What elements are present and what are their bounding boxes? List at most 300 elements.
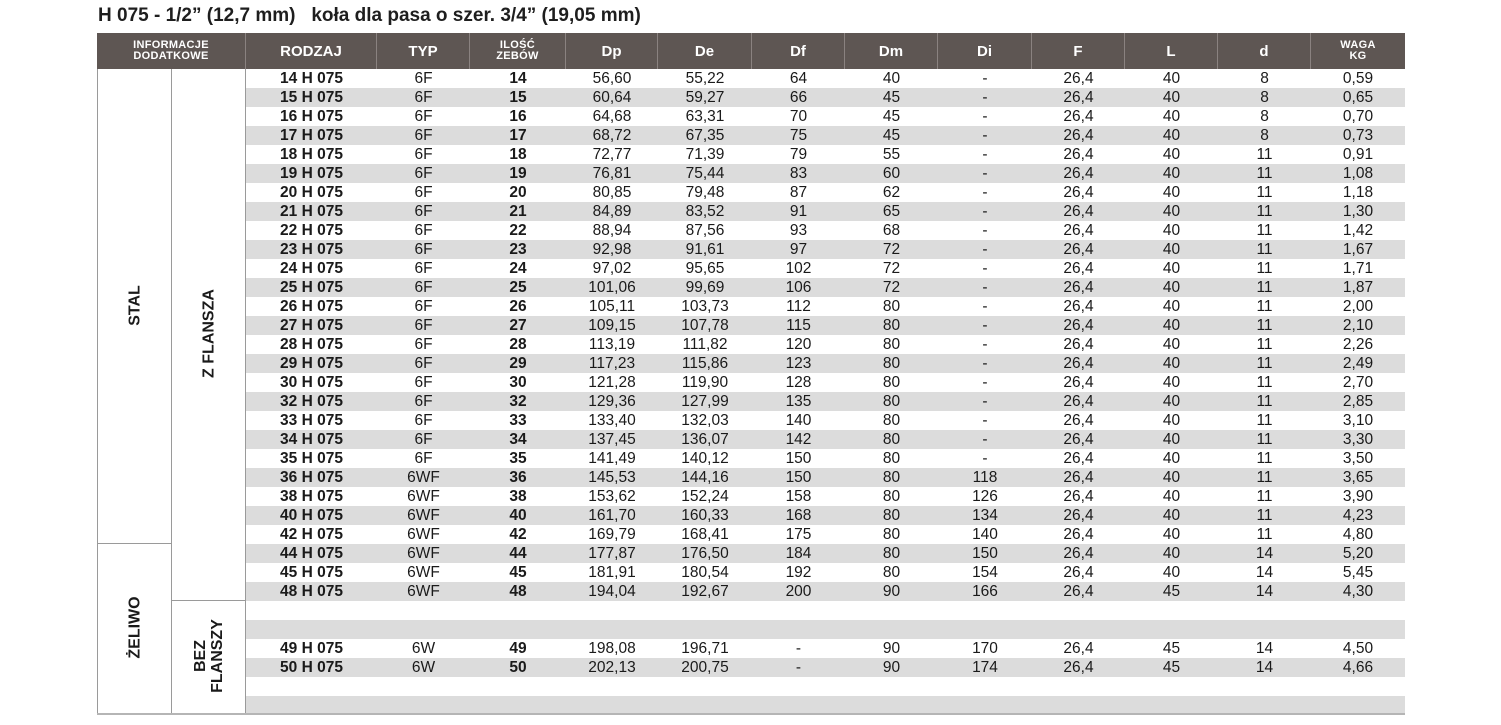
bez-flanszy-line2: FLANSZY	[209, 619, 226, 693]
cell-df: 64	[789, 70, 808, 87]
cell-dm: 80	[882, 317, 901, 334]
cell-l: 40	[1162, 241, 1181, 258]
cell-di: -	[982, 279, 988, 296]
cell-waga: 5,20	[1342, 545, 1374, 562]
cell-di: -	[982, 298, 988, 315]
cell-df: 150	[785, 469, 812, 486]
cell-di	[938, 601, 1032, 620]
cell-ilosc: 29	[509, 355, 527, 372]
cell-df	[752, 677, 845, 696]
cell-dm: 72	[882, 279, 901, 296]
page-title: H 075 - 1/2” (12,7 mm) koła dla pasa o szer. 3/4” (19,05 mm)	[98, 5, 641, 26]
table-row	[246, 392, 1405, 411]
cell-de	[658, 601, 752, 620]
cell-dp: 161,70	[588, 507, 636, 524]
cell-f: 26,4	[1063, 545, 1094, 562]
cell-typ: 6WF	[407, 545, 440, 562]
table-row	[246, 183, 1405, 202]
cell-dm: 80	[882, 298, 901, 315]
cell-l: 40	[1162, 279, 1181, 296]
cell-dm	[845, 620, 938, 639]
cell-l: 40	[1162, 393, 1181, 410]
cell-ilosc	[470, 601, 566, 620]
cell-di: -	[982, 355, 988, 372]
table-row	[246, 221, 1405, 240]
cell-d: 8	[1260, 127, 1269, 144]
cell-df: 75	[789, 127, 808, 144]
header-info-line2: DODATKOWE	[133, 50, 209, 62]
cell-dp: 145,53	[588, 469, 636, 486]
cell-typ: 6WF	[407, 526, 440, 543]
cell-rodzaj: 25 H 075	[280, 279, 343, 296]
cell-dp: 198,08	[588, 640, 636, 657]
cell-typ: 6F	[414, 165, 433, 182]
cell-typ: 6F	[414, 127, 433, 144]
cell-dm: 80	[882, 526, 901, 543]
cell-di: -	[982, 374, 988, 391]
cell-d: 14	[1255, 583, 1274, 600]
cell-di: 134	[972, 507, 998, 524]
cell-dp: 84,89	[592, 203, 632, 220]
cell-de: 75,44	[685, 165, 725, 182]
cell-de: 91,61	[685, 241, 725, 258]
cell-di: -	[982, 108, 988, 125]
cell-typ	[377, 601, 470, 620]
cell-f: 26,4	[1063, 488, 1094, 505]
cell-dp: 133,40	[588, 412, 636, 429]
cell-typ: 6F	[414, 355, 433, 372]
cell-waga: 4,80	[1342, 526, 1374, 543]
cell-dm: 65	[882, 203, 901, 220]
cell-de: 140,12	[681, 450, 729, 467]
cell-di: -	[982, 450, 988, 467]
cell-dp: 129,36	[588, 393, 636, 410]
cell-typ: 6F	[414, 317, 433, 334]
cell-di: 118	[972, 469, 998, 486]
table-row	[246, 316, 1405, 335]
cell-ilosc: 42	[509, 526, 527, 543]
cell-typ: 6F	[414, 70, 433, 87]
cell-l	[1125, 620, 1218, 639]
header-l: L	[1125, 33, 1218, 69]
cell-typ: 6F	[414, 241, 433, 258]
cell-typ: 6F	[414, 146, 433, 163]
cell-di: -	[982, 203, 988, 220]
cell-f: 26,4	[1063, 298, 1094, 315]
cell-waga: 0,91	[1342, 146, 1374, 163]
table-row	[246, 88, 1405, 107]
cell-di: -	[982, 260, 988, 277]
cell-f: 26,4	[1063, 469, 1094, 486]
cell-de: 95,65	[685, 260, 725, 277]
header-dm: Dm	[845, 33, 938, 69]
header-typ: TYP	[377, 33, 470, 69]
cell-typ: 6F	[414, 222, 433, 239]
cell-f: 26,4	[1063, 260, 1094, 277]
cell-rodzaj: 49 H 075	[280, 640, 343, 657]
cell-dp: 153,62	[588, 488, 636, 505]
cell-di: -	[982, 89, 988, 106]
cell-de: 132,03	[681, 412, 729, 429]
cell-df: 123	[785, 355, 812, 372]
cell-l: 40	[1162, 70, 1181, 87]
cell-rodzaj: 26 H 075	[280, 298, 343, 315]
cell-typ: 6F	[414, 279, 433, 296]
cell-l: 40	[1162, 526, 1181, 543]
cell-df: 120	[785, 336, 812, 353]
cell-typ: 6F	[414, 298, 433, 315]
cell-rodzaj: 23 H 075	[280, 241, 343, 258]
table-row	[246, 354, 1405, 373]
cell-de: 83,52	[685, 203, 725, 220]
cell-di: -	[982, 431, 988, 448]
cell-ilosc: 15	[509, 89, 527, 106]
cell-rodzaj: 45 H 075	[280, 564, 343, 581]
cell-d: 8	[1260, 89, 1269, 106]
cell-l: 40	[1162, 412, 1181, 429]
group-label-stal: STAL	[126, 285, 144, 326]
cell-waga: 3,10	[1342, 412, 1374, 429]
cell-df: 142	[785, 431, 812, 448]
cell-rodzaj: 48 H 075	[280, 583, 343, 600]
cell-df	[752, 601, 845, 620]
cell-f: 26,4	[1063, 564, 1094, 581]
cell-ilosc: 27	[509, 317, 527, 334]
cell-dm: 45	[882, 89, 901, 106]
cell-waga: 4,50	[1342, 640, 1374, 657]
cell-de: 107,78	[681, 317, 729, 334]
cell-ilosc: 40	[509, 507, 527, 524]
cell-f: 26,4	[1063, 241, 1094, 258]
cell-dp: 101,06	[588, 279, 636, 296]
cell-ilosc: 20	[509, 184, 527, 201]
cell-typ: 6F	[414, 393, 433, 410]
cell-f: 26,4	[1063, 279, 1094, 296]
cell-d	[1218, 677, 1311, 696]
cell-waga: 2,00	[1342, 298, 1374, 315]
cell-dm: 72	[882, 241, 901, 258]
cell-typ: 6F	[414, 203, 433, 220]
cell-waga: 2,70	[1342, 374, 1374, 391]
cell-rodzaj	[246, 601, 377, 620]
cell-d: 11	[1256, 488, 1273, 505]
cell-l: 40	[1162, 488, 1181, 505]
cell-df: -	[795, 659, 802, 676]
cell-rodzaj: 42 H 075	[280, 526, 343, 543]
table-row	[246, 582, 1405, 601]
cell-de: 180,54	[681, 564, 729, 581]
cell-rodzaj: 22 H 075	[280, 222, 343, 239]
cell-f: 26,4	[1063, 431, 1094, 448]
cell-l: 40	[1162, 222, 1181, 239]
header-ilosc-line2: ZEBÓW	[496, 50, 539, 62]
cell-d: 11	[1256, 526, 1273, 543]
cell-d: 11	[1256, 184, 1273, 201]
header-di: Di	[938, 33, 1032, 69]
table-row	[246, 544, 1405, 563]
cell-d	[1218, 620, 1311, 639]
cell-waga: 4,66	[1342, 659, 1374, 676]
cell-dm: 80	[882, 374, 901, 391]
cell-de: 168,41	[681, 526, 729, 543]
cell-ilosc: 34	[509, 431, 527, 448]
cell-f: 26,4	[1063, 412, 1094, 429]
cell-typ: 6F	[414, 184, 433, 201]
cell-d: 11	[1256, 469, 1273, 486]
cell-di: -	[982, 222, 988, 239]
cell-dm: 90	[882, 640, 901, 657]
cell-ilosc: 21	[509, 203, 527, 220]
cell-df: 175	[785, 526, 812, 543]
cell-l: 40	[1162, 127, 1181, 144]
cell-f: 26,4	[1063, 526, 1094, 543]
cell-f: 26,4	[1063, 355, 1094, 372]
cell-waga	[1311, 601, 1405, 620]
cell-d: 14	[1255, 545, 1274, 562]
cell-f	[1032, 677, 1125, 696]
group-label-z-flansza: Z FLANSZA	[200, 289, 218, 378]
cell-l: 40	[1162, 108, 1181, 125]
cell-d	[1218, 601, 1311, 620]
cell-l	[1125, 677, 1218, 696]
cell-typ: 6F	[414, 412, 433, 429]
cell-di: 154	[972, 564, 998, 581]
cell-rodzaj: 32 H 075	[280, 393, 343, 410]
cell-rodzaj: 34 H 075	[280, 431, 343, 448]
cell-waga	[1311, 620, 1405, 639]
cell-rodzaj: 19 H 075	[280, 165, 343, 182]
table-row	[246, 658, 1405, 677]
cell-ilosc: 26	[509, 298, 527, 315]
cell-di: 150	[972, 545, 998, 562]
cell-f: 26,4	[1063, 108, 1094, 125]
cell-df: 184	[785, 545, 812, 562]
cell-dp: 177,87	[588, 545, 636, 562]
cell-de: 79,48	[685, 184, 725, 201]
cell-ilosc: 25	[509, 279, 527, 296]
header-info-line1: INFORMACJE	[133, 39, 209, 51]
cell-di: -	[982, 412, 988, 429]
cell-de: 119,90	[681, 374, 729, 391]
table-row	[246, 107, 1405, 126]
cell-dm: 80	[882, 412, 901, 429]
cell-waga: 0,70	[1342, 108, 1374, 125]
table-row	[246, 335, 1405, 354]
cell-di: 126	[972, 488, 998, 505]
cell-rodzaj: 15 H 075	[280, 89, 343, 106]
cell-ilosc: 17	[509, 127, 527, 144]
cell-rodzaj: 30 H 075	[280, 374, 343, 391]
cell-rodzaj: 28 H 075	[280, 336, 343, 353]
cell-ilosc: 18	[509, 146, 527, 163]
cell-dp: 76,81	[592, 165, 632, 182]
cell-dm: 80	[882, 488, 901, 505]
cell-df: 200	[785, 583, 812, 600]
cell-rodzaj: 18 H 075	[280, 146, 343, 163]
table-row	[246, 69, 1405, 88]
cell-waga: 1,30	[1342, 203, 1374, 220]
cell-rodzaj: 40 H 075	[280, 507, 343, 524]
cell-f: 26,4	[1063, 184, 1094, 201]
cell-waga: 3,30	[1342, 431, 1374, 448]
cell-d: 11	[1256, 412, 1273, 429]
cell-d: 8	[1260, 70, 1269, 87]
cell-f: 26,4	[1063, 336, 1094, 353]
cell-ilosc: 22	[509, 222, 527, 239]
cell-dp: 68,72	[592, 127, 632, 144]
cell-de: 103,73	[681, 298, 729, 315]
cell-dp	[566, 677, 658, 696]
cell-ilosc: 16	[509, 108, 527, 125]
cell-df: 158	[785, 488, 812, 505]
cell-f: 26,4	[1063, 317, 1094, 334]
table-row	[246, 373, 1405, 392]
header-dp: Dp	[566, 33, 658, 69]
cell-dp: 97,02	[592, 260, 632, 277]
cell-f: 26,4	[1063, 450, 1094, 467]
cell-waga: 1,67	[1342, 241, 1374, 258]
table-row	[246, 240, 1405, 259]
cell-ilosc: 49	[509, 640, 527, 657]
cell-dp: 92,98	[592, 241, 632, 258]
cell-typ: 6W	[411, 659, 436, 676]
cell-d: 11	[1256, 507, 1273, 524]
cell-ilosc: 24	[509, 260, 527, 277]
cell-de: 144,16	[681, 469, 729, 486]
cell-di: 174	[972, 659, 998, 676]
cell-dp: 72,77	[592, 146, 632, 163]
cell-l: 40	[1162, 260, 1181, 277]
cell-l: 45	[1162, 640, 1181, 657]
cell-f: 26,4	[1063, 146, 1094, 163]
cell-di: 170	[972, 640, 998, 657]
cell-df	[752, 620, 845, 639]
cell-typ: 6F	[414, 450, 433, 467]
table-row	[246, 297, 1405, 316]
header-ilosc-line1: ILOŚĆ	[499, 39, 536, 51]
cell-d: 14	[1255, 659, 1274, 676]
cell-f: 26,4	[1063, 507, 1094, 524]
cell-ilosc: 38	[509, 488, 527, 505]
cell-dp: 60,64	[592, 89, 632, 106]
cell-de: 67,35	[685, 127, 725, 144]
cell-rodzaj: 27 H 075	[280, 317, 343, 334]
cell-typ: 6WF	[407, 469, 440, 486]
cell-d: 14	[1255, 640, 1274, 657]
cell-ilosc: 45	[509, 564, 527, 581]
cell-dm: 68	[882, 222, 901, 239]
cell-df: 83	[789, 165, 808, 182]
cell-dm: 80	[882, 564, 901, 581]
cell-d: 11	[1256, 222, 1273, 239]
cell-l: 40	[1162, 336, 1181, 353]
table-row	[246, 259, 1405, 278]
cell-d: 11	[1256, 431, 1273, 448]
cell-f: 26,4	[1063, 127, 1094, 144]
table-row	[246, 677, 1405, 696]
cell-waga: 3,65	[1342, 469, 1374, 486]
cell-df: 91	[789, 203, 808, 220]
cell-waga: 1,18	[1342, 184, 1374, 201]
cell-rodzaj: 14 H 075	[280, 70, 343, 87]
cell-di: -	[982, 146, 988, 163]
cell-typ: 6WF	[407, 564, 440, 581]
cell-f: 26,4	[1063, 203, 1094, 220]
cell-de	[658, 620, 752, 639]
cell-rodzaj: 16 H 075	[280, 108, 343, 125]
cell-dm: 80	[882, 507, 901, 524]
cell-di: -	[982, 336, 988, 353]
header-waga-line1: WAGA	[1340, 39, 1376, 51]
cell-df: 79	[789, 146, 808, 163]
cell-l: 40	[1162, 374, 1181, 391]
cell-ilosc	[470, 620, 566, 639]
cell-df: 106	[785, 279, 812, 296]
cell-df: 150	[785, 450, 812, 467]
cell-de: 176,50	[681, 545, 729, 562]
cell-dm: 80	[882, 431, 901, 448]
table-row	[246, 430, 1405, 449]
cell-dm: 80	[882, 393, 901, 410]
cell-waga: 2,26	[1342, 336, 1374, 353]
cell-typ	[377, 620, 470, 639]
cell-f	[1032, 620, 1125, 639]
cell-dp: 88,94	[592, 222, 632, 239]
table-row	[246, 601, 1405, 620]
flange-divider	[172, 600, 246, 601]
cell-df: -	[795, 640, 802, 657]
cell-dp: 169,79	[588, 526, 636, 543]
cell-d: 11	[1256, 203, 1273, 220]
cell-de: 111,82	[682, 336, 728, 353]
cell-d: 11	[1256, 450, 1273, 467]
table-row	[246, 278, 1405, 297]
cell-waga: 4,23	[1342, 507, 1374, 524]
cell-l: 40	[1162, 564, 1181, 581]
table-row	[246, 525, 1405, 544]
cell-dm: 80	[882, 355, 901, 372]
cell-f: 26,4	[1063, 89, 1094, 106]
cell-l: 40	[1162, 450, 1181, 467]
cell-l: 40	[1162, 355, 1181, 372]
cell-rodzaj: 38 H 075	[280, 488, 343, 505]
cell-d: 11	[1256, 393, 1273, 410]
cell-d: 14	[1255, 564, 1274, 581]
cell-ilosc: 44	[509, 545, 527, 562]
cell-ilosc: 33	[509, 412, 527, 429]
cell-dm: 72	[882, 260, 901, 277]
cell-f: 26,4	[1063, 222, 1094, 239]
cell-l: 40	[1162, 184, 1181, 201]
cell-de: 63,31	[685, 108, 725, 125]
cell-typ: 6W	[411, 640, 436, 657]
cell-dp: 113,19	[588, 336, 636, 353]
cell-dp: 202,13	[588, 659, 636, 676]
cell-dp: 109,15	[588, 317, 636, 334]
cell-dm: 80	[882, 450, 901, 467]
group-label-bez-flanszy	[192, 609, 226, 703]
cell-de: 196,71	[681, 640, 729, 657]
cell-d: 11	[1256, 146, 1273, 163]
header-f: F	[1032, 33, 1125, 69]
table-row	[246, 506, 1405, 525]
cell-dp: 117,23	[588, 355, 636, 372]
cell-rodzaj: 33 H 075	[280, 412, 343, 429]
cell-di: -	[982, 70, 988, 87]
cell-dm: 60	[882, 165, 901, 182]
cell-waga: 0,73	[1342, 127, 1374, 144]
cell-l: 40	[1162, 165, 1181, 182]
